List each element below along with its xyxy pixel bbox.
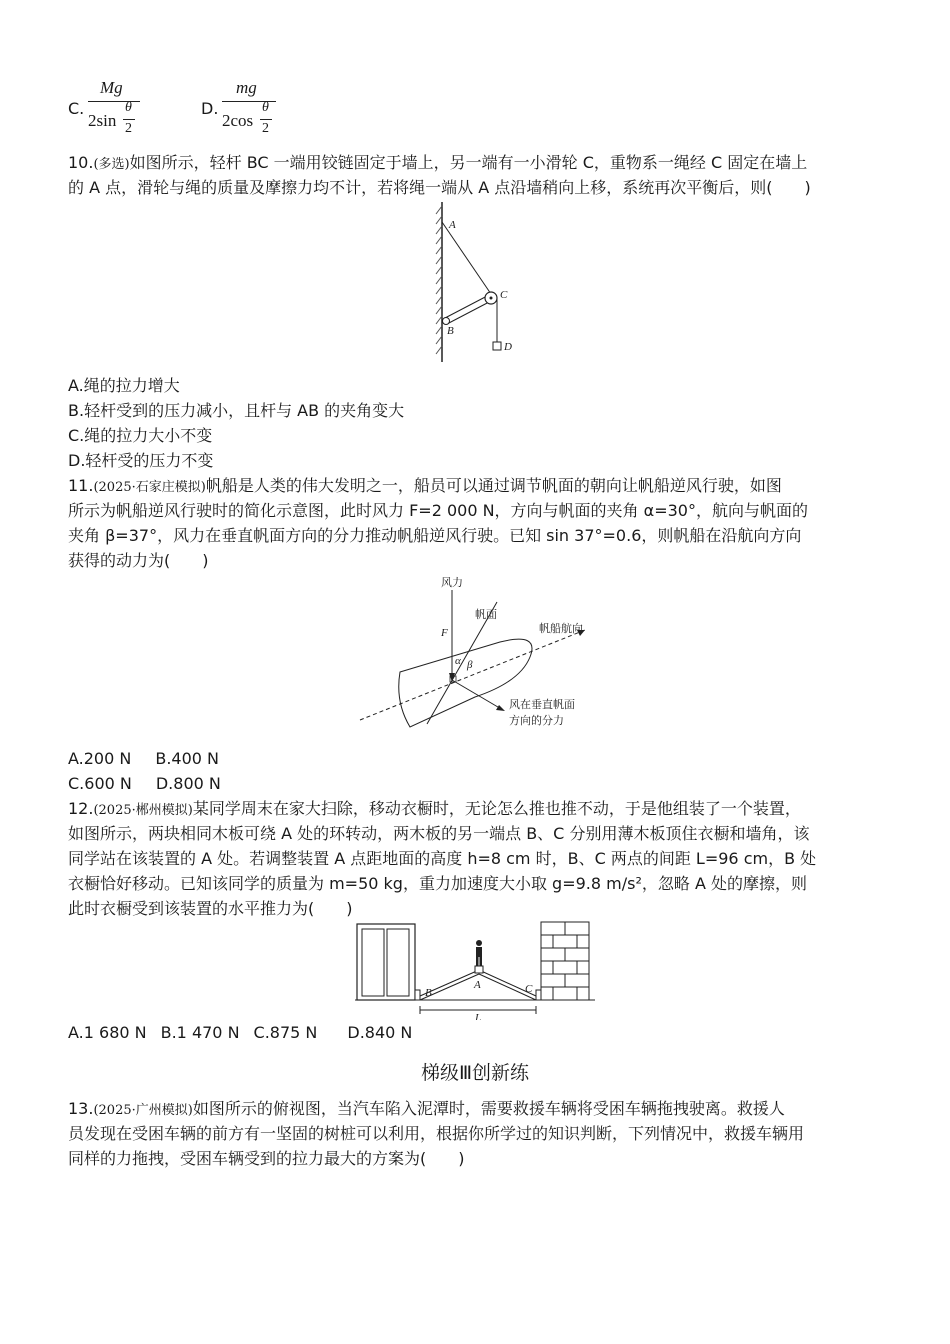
q10-option-d: D.轻杆受的压力不变 — [68, 451, 214, 470]
fraction-bar — [88, 101, 140, 102]
q10-option-a: A.绳的拉力增大 — [68, 376, 180, 395]
q11-tag: (2025·石家庄模拟) — [93, 480, 206, 495]
q9-option-c-two: 2 — [125, 121, 132, 136]
q11-label-alpha: α — [455, 655, 461, 667]
q12-line1 — [68, 798, 801, 822]
q12-options — [68, 1022, 412, 1044]
q9-option-c-den: 2sin — [88, 111, 117, 130]
q11-option-d: D.800 N — [155, 774, 221, 793]
q9-option-d-theta: θ — [262, 100, 269, 115]
q12-option-c: C.875 N — [253, 1023, 318, 1042]
q13-text1: 如图所示的俯视图，当汽车陷入泥潭时，需要救援车辆将受困车辆拖拽驶离。救援人 — [192, 1099, 785, 1118]
q10-option-c: C.绳的拉力大小不变 — [68, 426, 213, 445]
q10-option-b: B.轻杆受到的压力减小，且杆与 AB 的夹角变大 — [68, 401, 405, 420]
q12-option-b: B.1 470 N — [160, 1023, 240, 1042]
q13-number: 13. — [68, 1099, 94, 1118]
q11-label-heading: 帆船航向 — [539, 622, 583, 635]
q10-line1 — [68, 152, 807, 176]
q12-tag: (2025·郴州模拟) — [93, 803, 193, 818]
q13-line2: 员发现在受困车辆的前方有一坚固的树桩可以利用，根据你所学过的知识判断，下列情况中，救援车辆用 — [68, 1124, 805, 1143]
q11-line2: 所示为帆船逆风行驶时的简化示意图，此时风力 F=2 000 N，方向与帆面的夹角 α=30°，航向与帆面的 — [68, 501, 808, 520]
weight-block — [493, 342, 501, 350]
q10-label-c: C — [500, 289, 508, 301]
q11-options-row2 — [68, 773, 221, 795]
brick-wall — [541, 922, 589, 1000]
q11-line3: 夹角 β=37°，风力在垂直帆面方向的分力推动帆船逆风行驶。已知 sin 37°=0.6，则帆船在沿航向方向 — [68, 526, 802, 545]
q10-figure — [425, 200, 525, 365]
q11-line4: 获得的动力为( ) — [68, 551, 209, 570]
q12-text1: 某同学周末在家大扫除，移动衣橱时，无论怎么推也推不动，于是他组装了一个装置， — [192, 799, 801, 818]
person-icon — [476, 940, 482, 966]
q11-label-perp1: 风在垂直帆面 — [509, 698, 575, 711]
q9-option-d-label: D. — [201, 99, 219, 118]
q11-label-sail: 帆面 — [475, 608, 497, 621]
q11-label-beta: β — [467, 659, 473, 671]
q12-number: 12. — [68, 799, 94, 818]
q10-label-a: A — [449, 219, 456, 231]
fraction-bar — [260, 119, 272, 120]
q12-figure — [355, 920, 595, 1020]
q10-line2: 的 A 点，滑轮与绳的质量及摩擦力均不计，若将绳一端从 A 点沿墙稍向上移，系统再次平衡后，则( ) — [68, 178, 811, 197]
rope — [442, 222, 491, 294]
q9-option-c-label: C. — [68, 99, 85, 118]
q9-option-c-numerator: Mg — [100, 78, 123, 97]
q11-options-row1 — [68, 748, 219, 770]
section-title: 梯级Ⅲ创新练 — [420, 1062, 530, 1084]
q12-label-l: L — [475, 1012, 482, 1020]
q11-label-f: F — [441, 627, 448, 639]
q10-label-d: D — [504, 341, 512, 353]
q11-line1 — [68, 475, 782, 499]
q11-label-perp2: 方向的分力 — [509, 714, 564, 727]
q9-option-c-theta: θ — [125, 100, 132, 115]
q12-option-d: D.840 N — [347, 1023, 413, 1042]
q9-option-d-den: 2cos — [222, 111, 254, 130]
q11-label-wind: 风力 — [441, 576, 463, 589]
q10-number: 10. — [68, 153, 94, 172]
q12-label-c: C — [525, 983, 533, 995]
q11-text1: 帆船是人类的伟大发明之一，船员可以通过调节帆面的朝向让帆船逆风行驶，如图 — [205, 476, 782, 495]
q12-line4: 衣橱恰好移动。已知该同学的质量为 m=50 kg，重力加速度大小取 g=9.8 m/s²，忽略 A 处的摩擦，则 — [68, 874, 807, 893]
q13-line1 — [68, 1098, 785, 1122]
q12-line2: 如图所示，两块相同木板可绕 A 处的环转动，两木板的另一端点 B、C 分别用薄木板顶住衣橱和墙角，该 — [68, 824, 810, 843]
q11-option-c: C.600 N — [68, 774, 132, 793]
q12-line5: 此时衣橱受到该装置的水平推力为( ) — [68, 899, 353, 918]
fraction-bar — [123, 119, 135, 120]
q9-option-d-numerator: mg — [236, 78, 257, 97]
q13-tag: (2025·广州模拟) — [93, 1103, 193, 1118]
q10-tag: (多选) — [93, 157, 130, 172]
q12-label-a: A — [474, 979, 481, 991]
q10-label-b: B — [447, 325, 454, 337]
q12-label-b: B — [425, 987, 432, 999]
q11-figure — [355, 572, 615, 747]
q9-option-d-two: 2 — [262, 121, 269, 136]
q12-option-a: A.1 680 N — [68, 1023, 147, 1042]
q11-option-b: B.400 N — [155, 749, 219, 768]
q11-number: 11. — [68, 476, 94, 495]
wardrobe — [357, 924, 415, 1000]
q12-line3: 同学站在该装置的 A 处。若调整装置 A 点距地面的高度 h=8 cm 时，B、C 两点的间距 L=96 cm，B 处 — [68, 849, 817, 868]
q10-text1: 如图所示，轻杆 BC 一端用铰链固定于墙上，另一端有一小滑轮 C，重物系一绳经 C 固定在墙上 — [129, 153, 808, 172]
q13-line3: 同样的力拖拽，受困车辆受到的拉力最大的方案为( ) — [68, 1149, 465, 1168]
q11-option-a: A.200 N — [68, 749, 132, 768]
